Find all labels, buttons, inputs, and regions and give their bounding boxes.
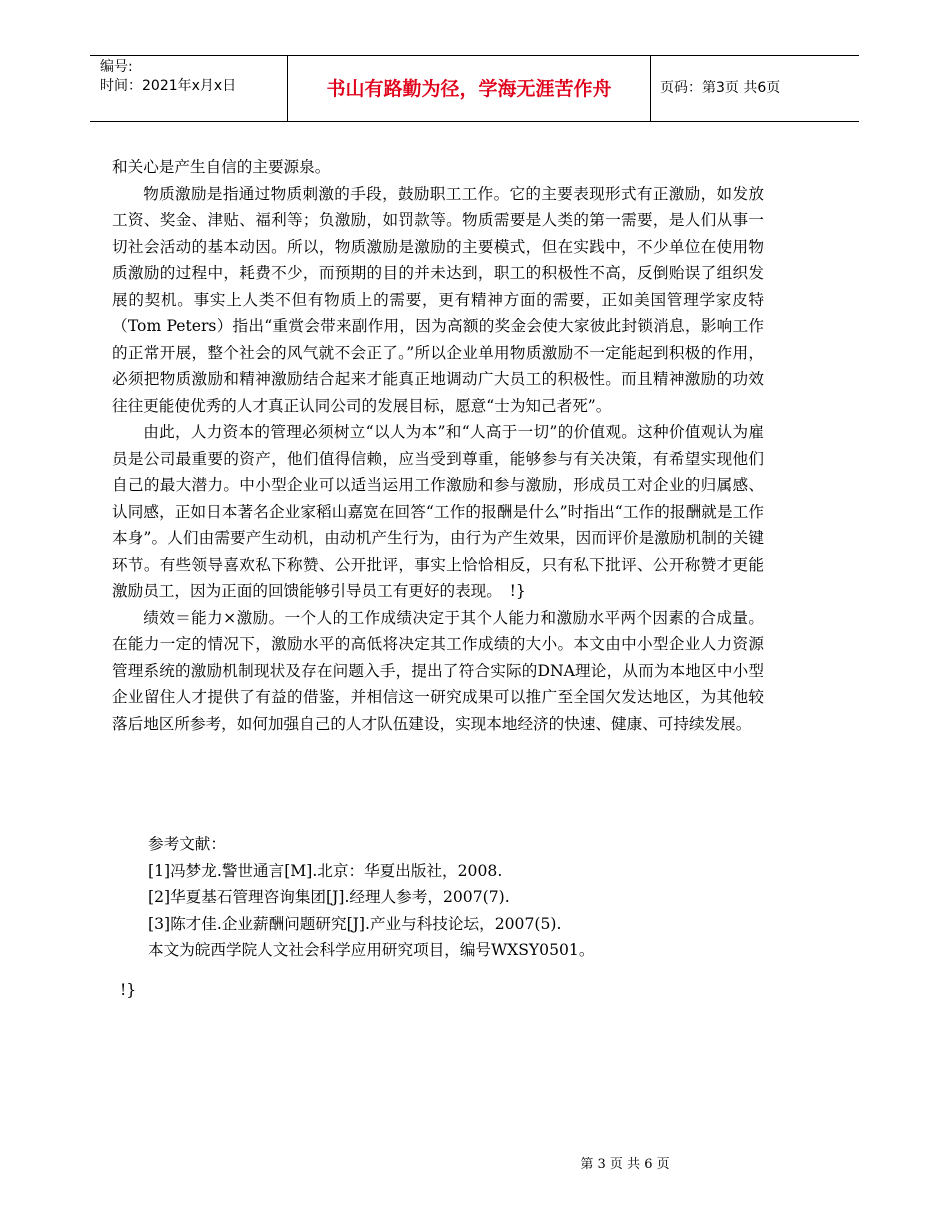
paragraph-human-capital: 由此，人力资本的管理必须树立“以人为本”和“人高于一切”的价值观。这种价值观认为雇员是公司最重要的资产，他们值得信赖，应当受到尊重，能够参与有关决策，有希望实现他们自己的最大潜力。中小型企业可以适当运用工作激励和参与激励，形成员工对企业的归属感、认同感，正如日本著名企业家稻山嘉宽在回答“工作的报酬是什么”时指出“工作的报酬就是工作本身”。人们由需要产生动机，由动机产生行为，由行为产生效果，因而评价是激励机制的关键环节。有些领导喜欢私下称赞、公开批评，事实上恰恰相反，只有私下批评、公开称赞才更能激励员工，因为正面的回馈能够引导员工有更好的表现。 !}: [112, 423, 764, 600]
header-bottom-rule: [90, 121, 859, 122]
serial-label: 编号:: [100, 59, 133, 75]
reference-item: [3]陈才佳.企业薪酬问题研究[J].产业与科技论坛，2007(5).: [148, 914, 562, 933]
paragraph-material-incentive: 物质激励是指通过物质刺激的手段，鼓励职工工作。它的主要表现形式有正激励，如发放工资、奖金、津贴、福利等；负激励，如罚款等。物质需要是人类的第一需要，是人们从事一切社会活动的基本动因。所以，物质激励是激励的主要模式，但在实践中，不少单位在使用物质激励的过程中，耗费不少，而预期的目的并未达到，职工的积极性不高，反倒贻误了组织发展的契机。事实上人类不但有物质上的需要，更有精神方面的需要，正如美国管理学家皮特（Tom Peters）指出“重赏会带来副作用，因为高额的奖金会使大家彼此封锁消息，影响工作的正常开展，整个社会的风气就不会正了。”所以企业单用物质激励不一定能起到积极的作用，必须把物质激励和精神激励结合起来才能真正地调动广大员工的积极性。而且精神激励的功效往往更能使优秀的人才真正认同公司的发展目标，愿意“士为知己者死”。: [112, 184, 764, 415]
header-motto: 书山有路勤为径，学海无涯苦作舟: [326, 78, 612, 100]
reference-item: [1]冯梦龙.警世通言[M].北京：华夏出版社，2008.: [148, 861, 503, 880]
references-section: [148, 831, 768, 964]
page-footer: 第 3 页 共 6 页: [580, 1157, 670, 1172]
time-label: 时间：2021年x月x日: [100, 78, 237, 94]
references-heading: 参考文献：: [148, 835, 226, 853]
paragraph-performance: 绩效＝能力×激励。一个人的工作成绩决定于其个人能力和激励水平两个因素的合成量。在能力一定的情况下，激励水平的高低将决定其工作成绩的大小。本文由中小型企业人力资源管理系统的激励机制现状及存在问题入手，提出了符合实际的DNA理论，从而为本地区中小型企业留住人才提供了有益的借鉴，并相信这一研究成果可以推广至全国欠发达地区，为其他较落后地区所参考，如何加强自己的人才队伍建设，实现本地经济的快速、健康、可持续发展。: [112, 608, 764, 733]
funding-note: 本文为皖西学院人文社会科学应用研究项目，编号WXSY0501。: [148, 941, 595, 959]
paragraph-continued: 和关心是产生自信的主要源泉。: [112, 158, 331, 176]
header-page-label: 页码：第3页 共6页: [660, 80, 781, 96]
reference-item: [2]华夏基石管理咨询集团[J].经理人参考，2007(7).: [148, 888, 510, 906]
document-body: [112, 154, 764, 737]
header-meta: [100, 58, 236, 96]
stray-mark: !}: [120, 981, 137, 999]
header-top-rule: [90, 55, 859, 56]
header-divider-right: [650, 55, 651, 121]
